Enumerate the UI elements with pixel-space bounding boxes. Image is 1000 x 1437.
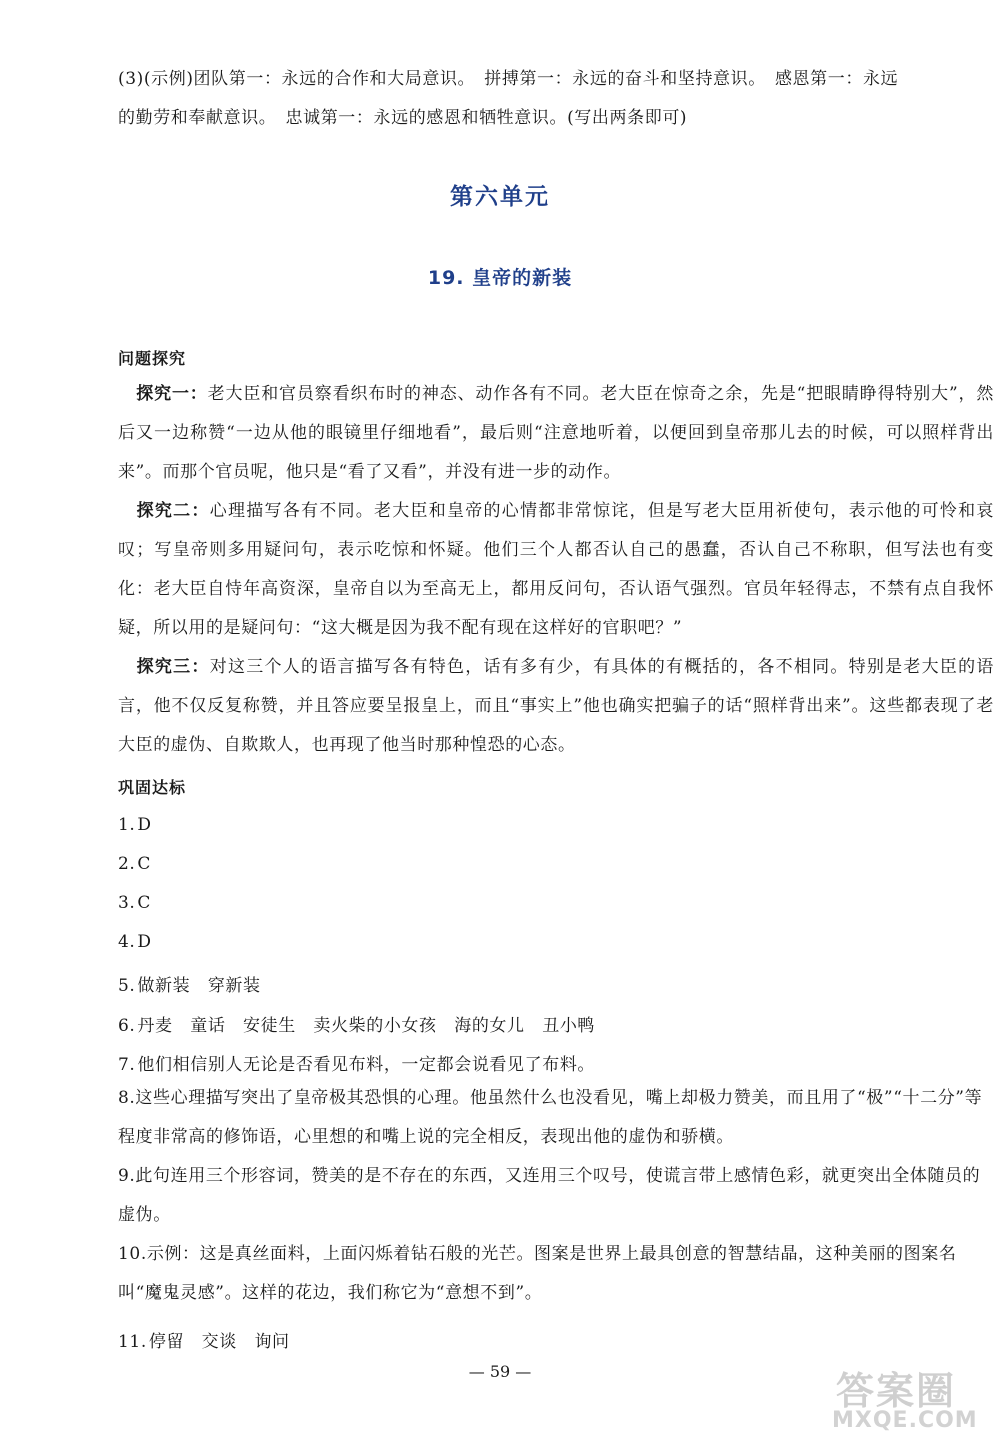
- page-number: — 59 —: [468, 1362, 532, 1381]
- answer-item: 1. D: [118, 815, 152, 835]
- inquiry-text-2: 心理描写各有不同。老大臣和皇帝的心情都非常惊诧，但是写老大臣用祈使句，表示他的可怜和哀叹；写皇帝则多用疑问句，表示吃惊和怀疑。他们三个人都否认自己的愚蠢，否认自己不称职，但写法也有变化：老大臣自恃年高资深，皇帝自以为至高无上，都用反问句，否认语气强烈。官员年轻得志，不禁有点自我怀疑，所以用的是疑问句：“这大概是因为我不配有现在这样好的官职吧？”: [118, 501, 994, 638]
- answer-item: 4. D: [118, 932, 152, 952]
- inquiry-lead-3: 探究三：: [136, 657, 210, 677]
- inquiry-paragraph-2: [118, 492, 994, 648]
- inquiry-lead-2: 探究二：: [136, 501, 210, 521]
- section-heading-inquiry: 问题探究: [118, 349, 187, 368]
- watermark-logo: [828, 1360, 998, 1435]
- watermark-url: MXQE.COM: [832, 1408, 978, 1433]
- answer-item: 3. C: [118, 893, 152, 913]
- answer-item: 10.示例：这是真丝面料，上面闪烁着钻石般的光芒。图案是世界上最具创意的智慧结晶，这种美丽的图案名叫“魔鬼灵感”。这样的花边，我们称它为“意想不到”。: [118, 1244, 957, 1303]
- section-heading-consolidate: 巩固达标: [118, 778, 187, 797]
- answer-item: 2. C: [118, 854, 152, 874]
- answer-item: 8.这些心理描写突出了皇帝极其恐惧的心理。他虽然什么也没看见，嘴上却极力赞美，而且用了“极”“十二分”等程度非常高的修饰语，心里想的和嘴上说的完全相反，表现出他的虚伪和骄横。: [118, 1088, 983, 1147]
- watermark-logo-text: 答案圈: [836, 1369, 957, 1413]
- answer-item: 9.此句连用三个形容词，赞美的是不存在的东西，又连用三个叹号，使谎言带上感情色彩，就更突出全体随员的虚伪。: [118, 1166, 981, 1225]
- answer-item: 11. 停留 交谈 询问: [118, 1332, 290, 1352]
- top-item-line-2: 的勤劳和奉献意识。 忠诚第一：永远的感恩和牺牲意识。(写出两条即可): [118, 108, 688, 128]
- top-item-line-1: (3)(示例)团队第一：永远的合作和大局意识。 拼搏第一：永远的奋斗和坚持意识。 感恩第一：永远: [118, 69, 899, 89]
- inquiry-lead-1: 探究一：: [136, 384, 208, 404]
- answer-item: 7. 他们相信别人无论是否看见布料，一定都会说看见了布料。: [118, 1055, 596, 1075]
- inquiry-text-3: 对这三个人的语言描写各有特色，话有多有少，有具体的有概括的，各不相同。特别是老大臣的语言，他不仅反复称赞，并且答应要呈报皇上，而且“事实上”他也确实把骗子的话“照样背出来”。这些都表现了老大臣的虚伪、自欺欺人，也再现了他当时那种惶恐的心态。: [118, 657, 994, 755]
- unit-title: 第六单元: [450, 184, 550, 210]
- answer-item: 5. 做新装 穿新装: [118, 976, 261, 996]
- lesson-title: 19. 皇帝的新装: [427, 267, 573, 289]
- answer-item: 6. 丹麦 童话 安徒生 卖火柴的小女孩 海的女儿 丑小鸭: [118, 1016, 596, 1036]
- inquiry-paragraph-1: [118, 375, 994, 492]
- inquiry-paragraph-3: [118, 648, 994, 765]
- inquiry-text-1: 老大臣和官员察看织布时的神态、动作各有不同。老大臣在惊奇之余，先是“把眼睛睁得特别大”，然后又一边称赞“一边从他的眼镜里仔细地看”，最后则“注意地听着，以便回到皇帝那儿去的时候，可以照样背出来”。而那个官员呢，他只是“看了又看”，并没有进一步的动作。: [118, 384, 994, 482]
